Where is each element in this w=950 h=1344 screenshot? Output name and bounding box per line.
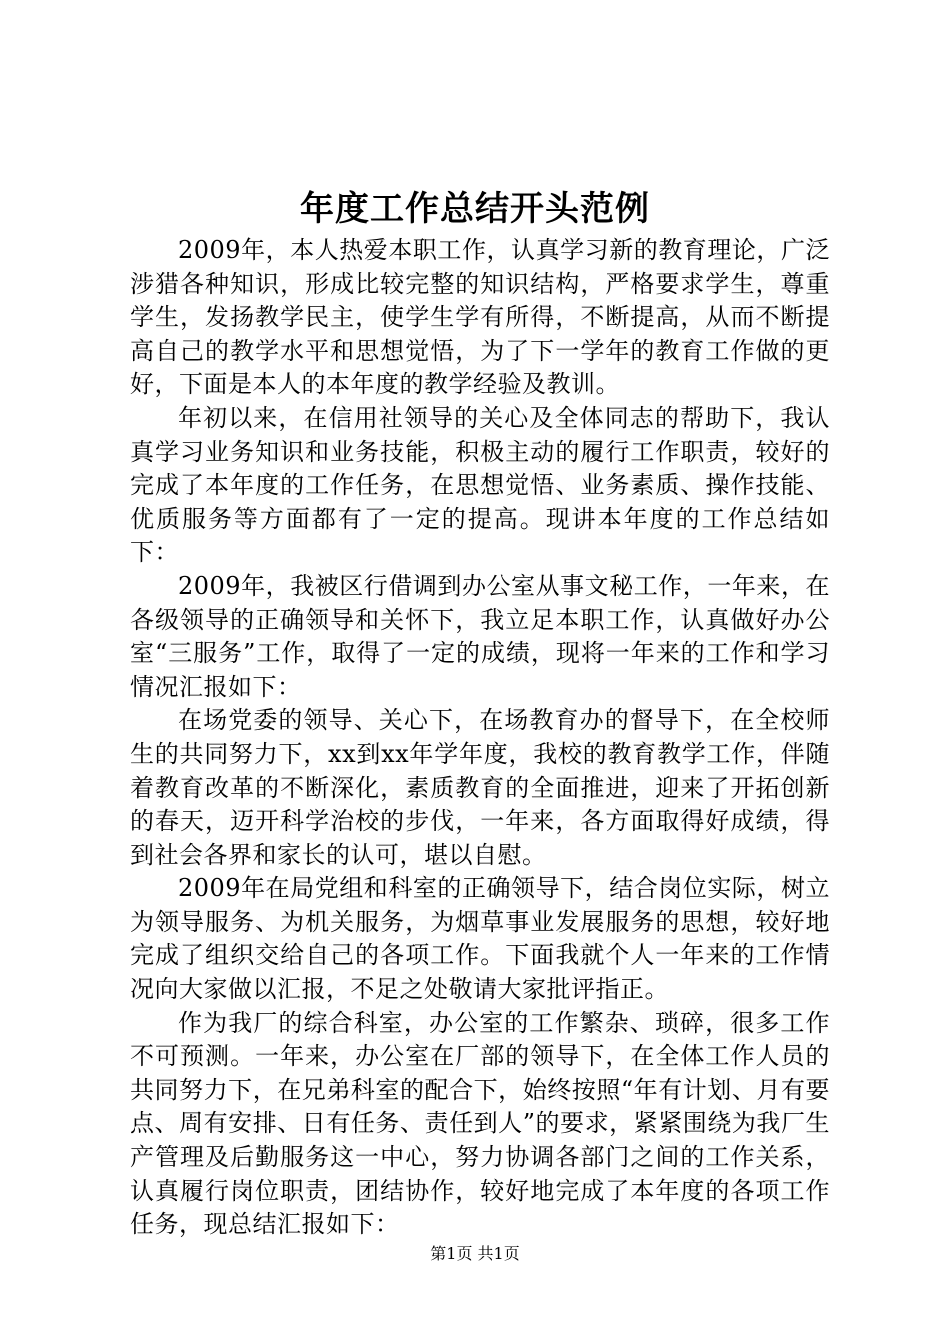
document-body (130, 234, 830, 1242)
page-number-footer: 第1页 共1页 (430, 1244, 520, 1263)
paragraph-1: 2009年，本人热爱本职工作，认真学习新的教育理论，广泛涉猎各种知识，形成比较完整的知识结构，严格要求学生，尊重学生，发扬教学民主，使学生学有所得，不断提高，从而不断提高自己的教学水平和思想觉悟，为了下一学年的教育工作做的更好，下面是本人的本年度的教学经验及教训。 (130, 236, 830, 399)
paragraph-5: 2009年在局党组和科室的正确领导下，结合岗位实际，树立为领导服务、为机关服务，为烟草事业发展服务的思想，较好地完成了组织交给自己的各项工作。下面我就个人一年来的工作情况向大家做以汇报，不足之处敬请大家批评指正。 (130, 874, 830, 1004)
document-title: 年度工作总结开头范例 (300, 189, 650, 229)
paragraph-2: 年初以来，在信用社领导的关心及全体同志的帮助下，我认真学习业务知识和业务技能，积极主动的履行工作职责，较好的完成了本年度的工作任务，在思想觉悟、业务素质、操作技能、优质服务等方面都有了一定的提高。现讲本年度的工作总结如下： (130, 403, 830, 567)
paragraph-3: 2009年，我被区行借调到办公室从事文秘工作，一年来，在各级领导的正确领导和关怀下，我立足本职工作，认真做好办公室“三服务”工作，取得了一定的成绩，现将一年来的工作和学习情况汇报如下： (130, 571, 830, 701)
paragraph-4: 在场党委的领导、关心下，在场教育办的督导下，在全校师生的共同努力下，xx到xx年学年度，我校的教育教学工作，伴随着教育改革的不断深化，素质教育的全面推进，迎来了开拓创新的春天，迈开科学治校的步伐，一年来，各方面取得好成绩，得到社会各界和家长的认可，堪以自慰。 (130, 706, 830, 869)
paragraph-6: 作为我厂的综合科室，办公室的工作繁杂、琐碎，很多工作不可预测。一年来，办公室在厂部的领导下，在全体工作人员的共同努力下，在兄弟科室的配合下，始终按照“年有计划、月有要点、周有安排、日有任务、责任到人”的要求，紧紧围绕为我厂生产管理及后勤服务这一中心，努力协调各部门之间的工作关系，认真履行岗位职责，团结协作，较好地完成了本年度的各项工作任务，现总结汇报如下： (130, 1008, 830, 1239)
